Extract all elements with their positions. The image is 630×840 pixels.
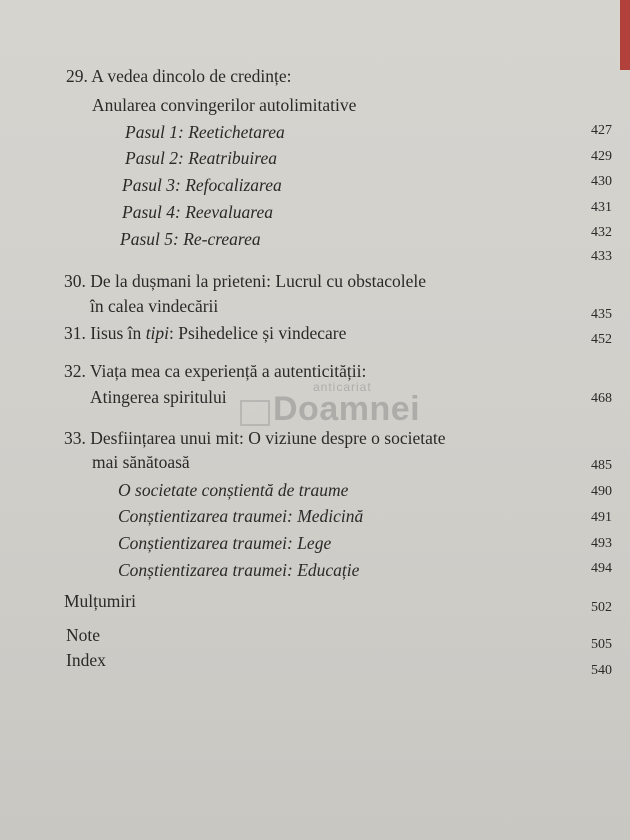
ch33-sub3: Conștientizarea traumei: Lege: [118, 533, 332, 553]
ch33-sub3-page: 493: [591, 536, 612, 551]
watermark-small-text: anticariat: [313, 380, 372, 394]
ch31-title-suffix: : Psihedelice și vindecare: [169, 323, 347, 343]
ch29-title-line2: Anularea convingerilor autolimitative: [92, 95, 357, 115]
watermark-logo: [235, 378, 421, 448]
ch29-sub3-page: 430: [591, 174, 612, 189]
ch29-end-page: 433: [591, 249, 612, 264]
ch29-sub1: Pasul 1: Reetichetarea: [125, 122, 285, 142]
ch33-sub1: O societate conștientă de traume: [118, 480, 349, 500]
watermark-book-icon: [240, 400, 270, 426]
index-title: Index: [66, 650, 106, 670]
ch33-title-line1: 33. Desființarea unui mit: O viziune despre o societate: [64, 428, 446, 448]
note-title: Note: [66, 625, 101, 645]
ch29-sub3: Pasul 3: Refocalizarea: [122, 175, 282, 195]
ch29-sub2: Pasul 2: Reatribuirea: [125, 148, 277, 168]
ch33-sub4-page: 494: [591, 561, 612, 576]
ch33-sub2-page: 491: [591, 510, 612, 525]
ch32-title-line1: 32. Viața mea ca experiență a autenticității:: [64, 361, 367, 381]
ch30-title-line2: în calea vindecării: [90, 296, 219, 316]
ch33-page: 485: [591, 458, 612, 473]
ch29-sub5-page: 432: [591, 225, 612, 240]
ch33-sub2: Conștientizarea traumei: Medicină: [118, 506, 364, 526]
ch29-sub4-page: 431: [591, 200, 612, 215]
red-book-edge: [620, 0, 630, 70]
ch29-title-line1: 29. A vedea dincolo de credințe:: [66, 66, 292, 86]
ch32-title-line2: Atingerea spiritului: [90, 387, 227, 407]
ch29-sub1-page: 427: [591, 123, 612, 138]
ch31-title: [64, 323, 346, 343]
multumiri-page: 502: [591, 600, 612, 615]
multumiri-title: Mulțumiri: [64, 591, 136, 611]
ch32-page: 468: [591, 391, 612, 406]
ch29-sub2-page: 429: [591, 149, 612, 164]
ch30-page: 435: [591, 307, 612, 322]
ch33-sub4: Conștientizarea traumei: Educație: [118, 560, 360, 580]
ch30-title-line1: 30. De la dușmani la prieteni: Lucrul cu obstacolele: [64, 271, 427, 291]
ch31-title-italic: tipi: [145, 323, 170, 343]
index-page: 540: [591, 663, 612, 678]
ch33-title-line2: mai sănătoasă: [92, 452, 190, 472]
note-page: 505: [591, 637, 612, 652]
ch31-page: 452: [591, 332, 612, 347]
ch31-title-prefix: 31. Iisus în: [64, 323, 146, 343]
watermark-big-text: Doamnei: [273, 390, 421, 428]
ch29-sub5: Pasul 5: Re-crearea: [120, 229, 261, 249]
ch29-sub4: Pasul 4: Reevaluarea: [122, 202, 273, 222]
ch33-sub1-page: 490: [591, 484, 612, 499]
